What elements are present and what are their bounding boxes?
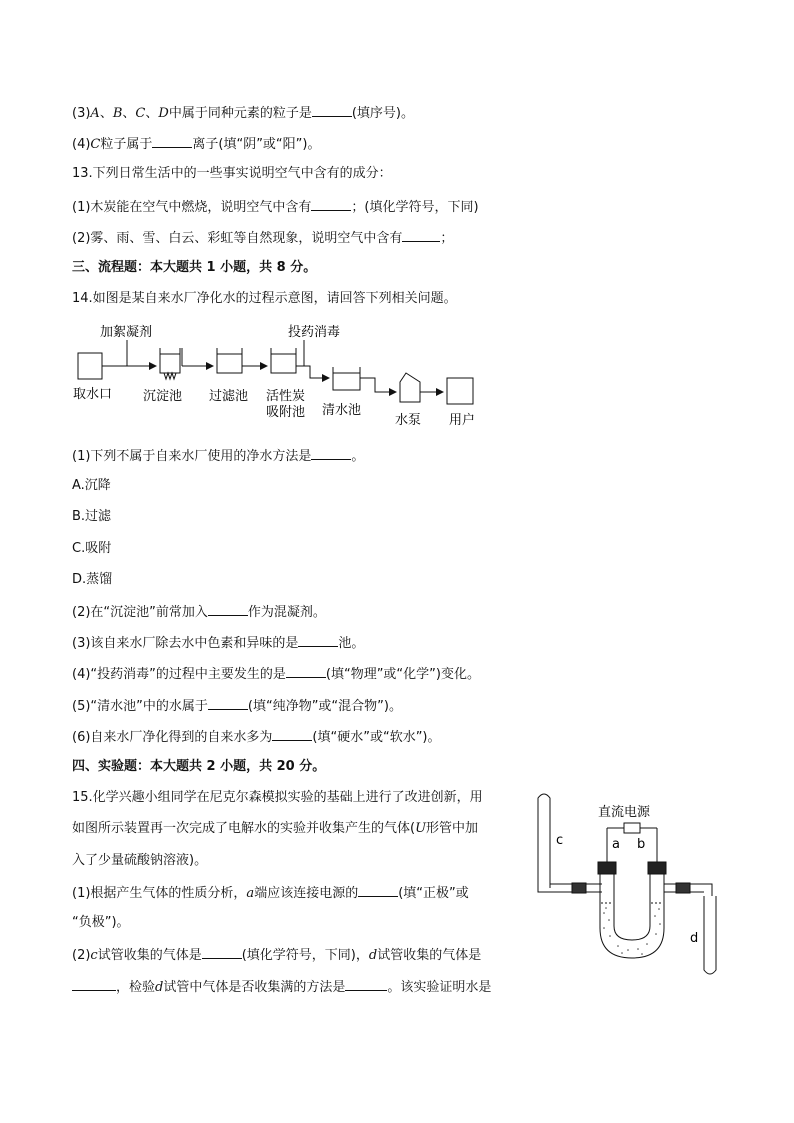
q15-part2-cont (72, 977, 491, 997)
label-intake: 取水口 (73, 387, 113, 402)
separator: 、 (122, 106, 136, 121)
question-text: (3)该自来水厂除去水中色素和异味的是 (72, 636, 299, 651)
q15-line1: 15.化学兴趣小组同学在尼克尔森模拟实验的基础上进行了改进创新，用 (72, 790, 483, 805)
settling-tank (160, 348, 180, 373)
intake-box (78, 353, 102, 379)
question-hint: (填序号)。 (351, 106, 414, 121)
question-text: (2)在“沉淀池”前常加入 (72, 605, 208, 620)
stopper-left (598, 862, 616, 874)
question-text: 粒子属于 (100, 137, 153, 152)
carbon-tank (271, 348, 296, 373)
answer-blank[interactable] (311, 446, 351, 460)
q12-part4 (72, 134, 320, 154)
question-text: (2)雾、雨、雪、白云、彩虹等自然现象，说明空气中含有 (72, 231, 403, 246)
label-b: b (637, 837, 646, 852)
question-text: 端应该连接电源的 (254, 886, 359, 901)
solution-dots (603, 907, 661, 955)
question-hint: (填化学符号，下同)， (241, 948, 369, 963)
question-hint: 作为混凝剂。 (247, 605, 326, 620)
question-text: (2) (72, 948, 91, 963)
particle-a: A (90, 106, 100, 121)
answer-blank[interactable] (311, 197, 351, 211)
question-text: (5)“清水池”中的水属于 (72, 699, 208, 714)
question-hint: 池。 (338, 636, 365, 651)
question-hint: ；(填化学符号，下同) (351, 200, 479, 215)
question-text: 试管收集的气体是 (377, 948, 482, 963)
question-hint: ； (440, 231, 454, 246)
test-tube-d (704, 896, 716, 974)
separator: 、 (99, 106, 113, 121)
question-hint: (填“硬水”或“软水”)。 (312, 730, 441, 745)
q15-part1 (72, 883, 469, 903)
terminal-a: a (246, 886, 255, 901)
label-disinfect: 投药消毒 (288, 325, 341, 340)
u-tube-inner (614, 866, 650, 940)
question-text: (4)“投药消毒”的过程中主要发生的是 (72, 667, 286, 682)
question-text: 。该实验证明水是 (387, 980, 492, 995)
q14-part4 (72, 664, 480, 684)
particle-d: D (158, 106, 169, 121)
test-tube-c (538, 794, 550, 888)
question-text: ，检验 (116, 980, 156, 995)
option-a[interactable]: A.沉降 (72, 478, 111, 493)
q14-part3 (72, 633, 364, 653)
option-d[interactable]: D.蒸馏 (72, 572, 113, 587)
question-hint: 离子(填“阴”或“阳”)。 (192, 137, 321, 152)
section-heading-3: 三、流程题：本大题共 1 小题，共 8 分。 (72, 260, 317, 275)
question-text: (1)木炭能在空气中燃烧，说明空气中含有 (72, 200, 312, 215)
q14-part2 (72, 602, 326, 622)
question-text: (1)根据产生气体的性质分析， (72, 886, 247, 901)
particle-b: B (112, 106, 123, 121)
q15-line2 (72, 820, 478, 838)
section-heading-4: 四、实验题：本大题共 2 小题，共 20 分。 (72, 759, 326, 774)
separator: 、 (145, 106, 159, 121)
user-box (447, 378, 473, 404)
clear-water-tank (333, 367, 360, 390)
answer-blank[interactable] (72, 977, 116, 991)
q12-part3 (72, 103, 414, 123)
q15-part2 (72, 945, 481, 965)
q14-part6 (72, 727, 441, 747)
electrolysis-apparatus (532, 788, 732, 983)
dc-power-supply (624, 823, 640, 833)
label-dc-power: 直流电源 (598, 805, 651, 820)
q14-part5 (72, 696, 402, 716)
answer-blank[interactable] (358, 883, 398, 897)
question-hint: 。 (351, 449, 365, 464)
label-pump: 水泵 (395, 413, 422, 428)
q15-line3: 入了少量硫酸钠溶液)。 (72, 853, 208, 868)
answer-blank[interactable] (272, 727, 312, 741)
label-coagulant: 加絮凝剂 (100, 325, 153, 340)
q15-part1-cont: “负极”)。 (72, 915, 130, 930)
question-text: 试管收集的气体是 (97, 948, 202, 963)
water-purification-diagram (70, 318, 490, 433)
answer-blank[interactable] (152, 134, 192, 148)
answer-blank[interactable] (298, 633, 338, 647)
label-user: 用户 (449, 413, 476, 428)
filter-tank (217, 348, 242, 373)
stopper-right (648, 862, 666, 874)
answer-blank[interactable] (202, 945, 242, 959)
answer-blank[interactable] (286, 664, 326, 678)
q13-part2 (72, 228, 453, 248)
answer-blank[interactable] (312, 103, 352, 117)
clamp-left (572, 883, 586, 893)
label-carbon-2: 吸附池 (266, 405, 306, 420)
u-symbol: U (415, 821, 427, 836)
question-text: 如图所示装置再一次完成了电解水的实验并收集产生的气体( (72, 821, 416, 836)
particle-c: C (90, 137, 101, 152)
label-carbon-1: 活性炭 (266, 389, 306, 404)
label-d: d (690, 931, 699, 946)
label-settling: 沉淀池 (143, 389, 183, 404)
clamp-right (676, 883, 690, 893)
tube-d: d (368, 948, 378, 963)
tube-d: d (155, 980, 164, 995)
tube-c: c (90, 948, 98, 963)
label-a: a (612, 837, 620, 852)
question-text: 中属于同种元素的粒子是 (168, 106, 312, 121)
q12-p4-number: (4) (72, 137, 91, 152)
question-text: 形管中加 (426, 821, 479, 836)
particle-c: C (135, 106, 146, 121)
question-hint: (填“纯净物”或“混合物”)。 (247, 699, 402, 714)
answer-blank[interactable] (345, 977, 387, 991)
answer-blank[interactable] (208, 602, 248, 616)
question-text: (1)下列不属于自来水厂使用的净水方法是 (72, 449, 312, 464)
answer-blank[interactable] (402, 228, 440, 242)
option-c[interactable]: C.吸附 (72, 541, 112, 556)
pump (400, 373, 420, 402)
q13-stem: 13.下列日常生活中的一些事实说明空气中含有的成分： (72, 166, 392, 181)
question-hint: (填“物理”或“化学”)变化。 (325, 667, 480, 682)
question-text: (6)自来水厂净化得到的自来水多为 (72, 730, 273, 745)
answer-blank[interactable] (208, 696, 248, 710)
question-text: 试管中气体是否收集满的方法是 (163, 980, 346, 995)
option-b[interactable]: B.过滤 (72, 509, 112, 524)
label-c: c (556, 833, 564, 848)
label-filter: 过滤池 (209, 389, 249, 404)
q14-part1 (72, 446, 364, 466)
q12-p3-number: (3) (72, 106, 91, 121)
u-tube-outer (600, 866, 664, 958)
q14-stem: 14.如图是某自来水厂净化水的过程示意图，请回答下列相关问题。 (72, 291, 457, 306)
question-hint: (填“正极”或 (398, 886, 469, 901)
q13-part1 (72, 197, 479, 217)
label-clear-water: 清水池 (322, 403, 362, 418)
